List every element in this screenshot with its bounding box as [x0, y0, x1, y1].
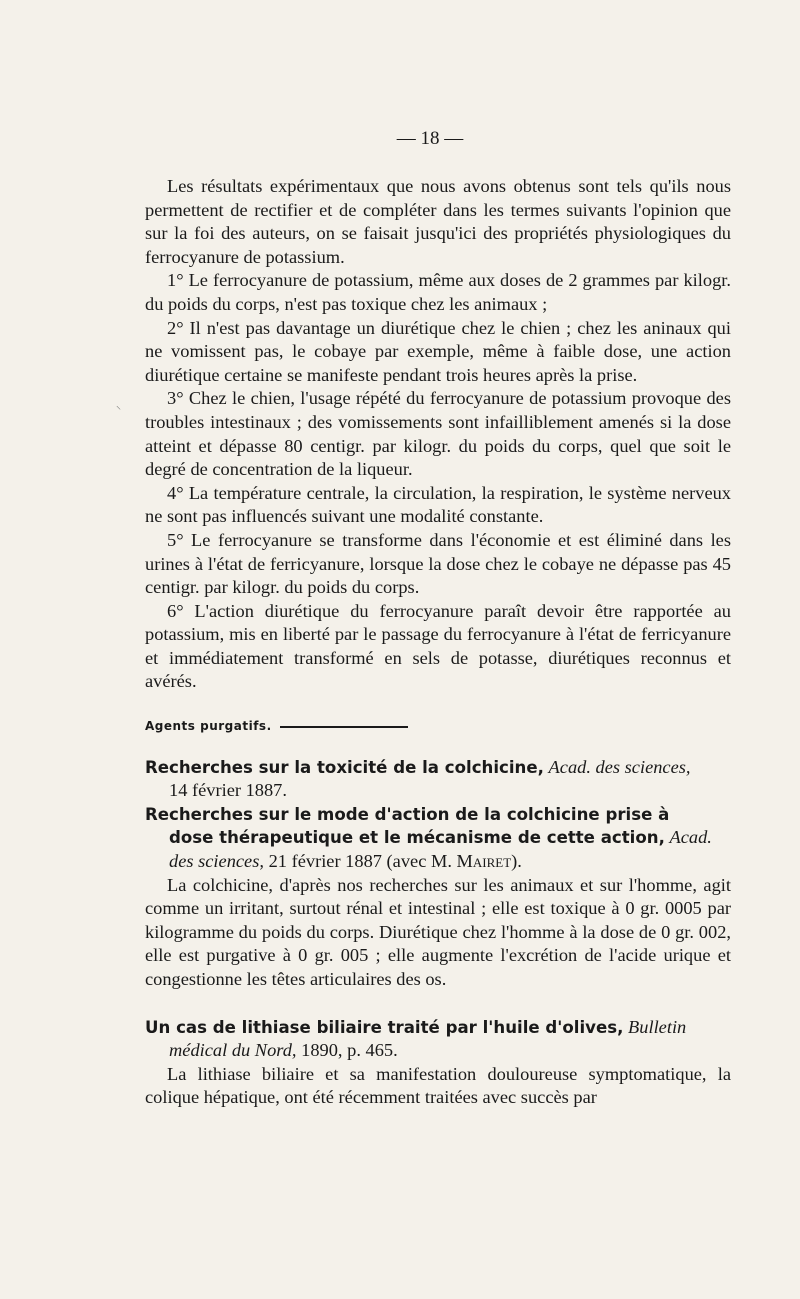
entry-3-details: 1890, p. 465. [301, 1040, 398, 1061]
entry-3-journal-b: médical du Nord, [169, 1040, 297, 1061]
entry-2-title-line2: dose thérapeutique et le mécanisme de cette action, [169, 828, 665, 848]
section-rule [280, 726, 408, 728]
section-heading-text: Agents purgatifs. [145, 719, 272, 734]
entry-1-title: Recherches sur la toxicité de la colchicine, [145, 757, 544, 777]
entry-2-title-line1: Recherches sur le mode d'action de la colchicine prise à [145, 804, 670, 824]
finding-2: 2° Il n'est pas davantage un diurétique chez le chien ; chez les aninaux qui ne vomissent pas, le cobaye par exemple, même à faible dose, une action diurétique certaine se manifeste pendant trois heures après la prise. [145, 317, 731, 385]
bibliography-entry-1 [145, 756, 731, 803]
entry-2-journal-a: Acad. [669, 827, 712, 848]
margin-mark: ⸌ [116, 405, 121, 416]
finding-4: 4° La température centrale, la circulation, la respiration, le système nerveux ne sont pas influencés suivant une modalité constante. [145, 482, 731, 527]
entry-2-date: 21 février 1887 (avec M. [268, 851, 452, 872]
entry-1-journal: Acad. des sciences, [548, 756, 691, 777]
lithiase-paragraph: La lithiase biliaire et sa manifestation douloureuse symptomatique, la colique hépatique, ont été récemment traitées avec succès par [145, 1063, 731, 1108]
section-heading [145, 715, 731, 739]
intro-paragraph: Les résultats expérimentaux que nous avons obtenus sont tels qu'ils nous permettent de rectifier et de compléter dans les termes suivants l'opinion que sur la foi des auteurs, on se faisait jusqu'ici des propriétés physiologiques du ferrocyanure de potassium. [145, 176, 731, 267]
finding-5: 5° Le ferrocyanure se transforme dans l'économie et est éliminé dans les urines à l'état de ferricyanure, lorsque la dose chez le cobaye ne dépasse pas 45 centigr. par kilogr. du poids du corps. [145, 529, 731, 598]
bibliography-entry-2 [145, 803, 731, 874]
entry-2-journal-b: des sciences, [169, 851, 264, 872]
entry-2-close: ). [511, 851, 522, 872]
bibliography-entry-3 [145, 1016, 731, 1063]
entry-3-title: Un cas de lithiase biliaire traité par l'huile d'olives, [145, 1017, 624, 1037]
page-number: — 18 — [396, 128, 464, 149]
entry-3-journal-a: Bulletin [628, 1016, 687, 1037]
finding-1: 1° Le ferrocyanure de potassium, même aux doses de 2 grammes par kilogr. du poids du corps, n'est pas toxique chez les animaux ; [145, 270, 731, 314]
finding-6: 6° L'action diurétique du ferrocyanure paraît devoir être rapportée au potassium, mis en liberté par le passage du ferrocyanure à l'état de ferricyanure et immédiatement transformé en sels de potasse, diurétiques reconnus et avérés. [145, 600, 731, 692]
main-text [145, 175, 731, 1110]
spacer [145, 992, 731, 1016]
entry-1-date: 14 février 1887. [169, 780, 287, 801]
entry-2-coauthor: Mairet [456, 851, 512, 872]
finding-3: 3° Chez le chien, l'usage répété du ferrocyanure de potassium provoque des troubles intestinaux ; des vomissements sont infailliblement amenés si la dose atteint et dépasse 80 centigr. par kilogr. du poids du corps, quel que soit le degré de concentration de la liqueur. [145, 388, 731, 480]
colchicine-paragraph: La colchicine, d'après nos recherches sur les animaux et sur l'homme, agit comme un irritant, surtout rénal et intestinal ; elle est toxique à 0 gr. 0005 par kilogramme du poids du corps. Diurétique chez l'homme à la dose de 0 gr. 002, elle est purgative à 0 gr. 005 ; elle augmente l'excrétion de l'acide urique et congestionne les têtes articulaires des os. [145, 874, 731, 989]
